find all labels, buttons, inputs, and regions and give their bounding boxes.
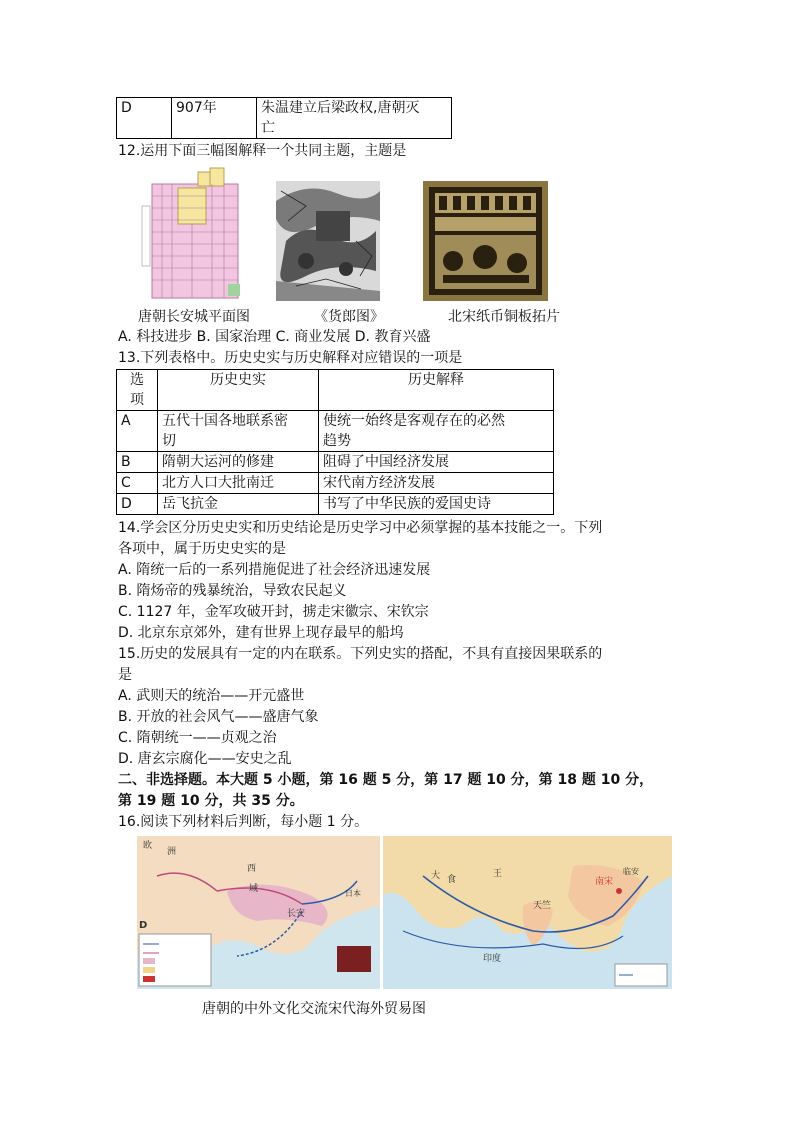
row-a-fact-line2: 切	[162, 433, 176, 449]
changan-city-plan-image	[138, 166, 242, 300]
header-option-line2: 项	[130, 392, 144, 408]
map2-label-tianzhu: 天竺	[533, 901, 552, 911]
tang-exchange-map-image	[137, 836, 380, 989]
cell-event-line1: 朱温建立后梁政权,唐朝灭	[261, 100, 420, 116]
row-b-fact: 隋朝大运河的修建	[158, 452, 319, 473]
q13-table	[116, 369, 554, 515]
map2-label-wang: 王	[493, 869, 503, 879]
map1-label-xi: 西	[247, 864, 257, 874]
cell-option: D	[117, 98, 172, 139]
q16-stem: 16.阅读下列材料后判断，每小题 1 分。	[118, 814, 369, 830]
row-a-fact	[158, 411, 319, 452]
table-row	[117, 473, 554, 494]
row-c-explanation: 宋代南方经济发展	[319, 473, 554, 494]
q13-stem: 13.下列表格中。历史史实与历史解释对应错误的一项是	[118, 350, 463, 366]
map2-label-da: 大	[431, 871, 441, 881]
row-a-expl-line1: 使统一始终是客观存在的必然	[323, 413, 505, 429]
cell-event-line2: 亡	[261, 120, 275, 136]
q14-option-d: D. 北京东京郊外，建有世界上现存最早的船坞	[118, 625, 404, 641]
caption-paper-money: 北宋纸币铜板拓片	[448, 309, 560, 325]
q15-option-a: A. 武则天的统治——开元盛世	[118, 688, 305, 704]
map1-label-japan: 日本	[345, 889, 361, 898]
row-a-expl-line2: 趋势	[323, 433, 351, 449]
q15-stem-line1: 15.历史的发展具有一定的内在联系。下列史实的搭配，不具有直接因果联系的	[118, 646, 603, 662]
map2-label-nansong: 南宋	[595, 877, 614, 887]
row-b-explanation: 阻碍了中国经济发展	[319, 452, 554, 473]
huolang-painting-image	[276, 181, 380, 301]
row-a-option: A	[117, 411, 158, 452]
q14-stem-line1: 14.学会区分历史史实和历史结论是历史学习中必须掌握的基本技能之一。下列	[118, 520, 603, 536]
row-a-explanation	[319, 411, 554, 452]
cell-event	[257, 98, 452, 139]
q15-option-d: D. 唐玄宗腐化——安史之乱	[118, 751, 292, 767]
section2-heading-line1: 二、非选择题。本大题 5 小题，第 16 题 5 分，第 17 题 10 分，第 18 题 10 分，	[118, 772, 654, 788]
q15-stem-line2: 是	[118, 667, 132, 683]
map-caption: 唐朝的中外文化交流宋代海外贸易图	[202, 1001, 426, 1017]
map1-label-ou: 欧	[143, 841, 153, 851]
q14-stem-line2: 各项中，属于历史史实的是	[118, 541, 286, 557]
map1-label-d: D	[139, 920, 148, 931]
q15-option-b: B. 开放的社会风气——盛唐气象	[118, 709, 319, 725]
song-paper-money-image	[423, 181, 548, 301]
song-trade-map-image	[383, 836, 672, 989]
row-a-fact-line1: 五代十国各地联系密	[162, 413, 288, 429]
q14-option-b: B. 隋炀帝的残暴统治，导致农民起义	[118, 583, 347, 599]
caption-changan: 唐朝长安城平面图	[138, 309, 250, 325]
header-option	[117, 370, 158, 411]
top-table	[116, 97, 452, 139]
row-d-explanation: 书写了中华民族的爱国史诗	[319, 494, 554, 515]
header-fact: 历史史实	[158, 370, 319, 411]
table-row	[117, 452, 554, 473]
map2-label-yindu: 印度	[483, 954, 502, 964]
header-option-line1: 选	[130, 372, 144, 388]
map1-label-zhou: 洲	[167, 847, 177, 857]
section2-heading-line2: 第 19 题 10 分，共 35 分。	[118, 793, 304, 809]
caption-huolang: 《货郎图》	[314, 309, 384, 325]
table-header-row	[117, 370, 554, 411]
row-c-option: C	[117, 473, 158, 494]
row-c-fact: 北方人口大批南迁	[158, 473, 319, 494]
q15-option-c: C. 隋朝统一——贞观之治	[118, 730, 277, 746]
row-b-option: B	[117, 452, 158, 473]
table-row	[117, 494, 554, 515]
map1-label-changan: 长安	[287, 909, 306, 919]
q12-stem: 12.运用下面三幅图解释一个共同主题，主题是	[118, 143, 407, 159]
row-d-fact: 岳飞抗金	[158, 494, 319, 515]
table-row	[117, 411, 554, 452]
q14-option-a: A. 隋统一后的一系列措施促进了社会经济迅速发展	[118, 562, 431, 578]
cell-year: 907年	[172, 98, 257, 139]
header-explanation: 历史解释	[319, 370, 554, 411]
q12-options: A. 科技进步 B. 国家治理 C. 商业发展 D. 教育兴盛	[118, 329, 431, 345]
map2-label-shi: 食	[447, 875, 457, 885]
map1-label-yu: 域	[249, 884, 259, 894]
table-row	[117, 98, 452, 139]
q14-option-c: C. 1127 年，金军攻破开封，掳走宋徽宗、宋钦宗	[118, 604, 429, 620]
row-d-option: D	[117, 494, 158, 515]
map2-label-linan: 临安	[623, 867, 639, 876]
